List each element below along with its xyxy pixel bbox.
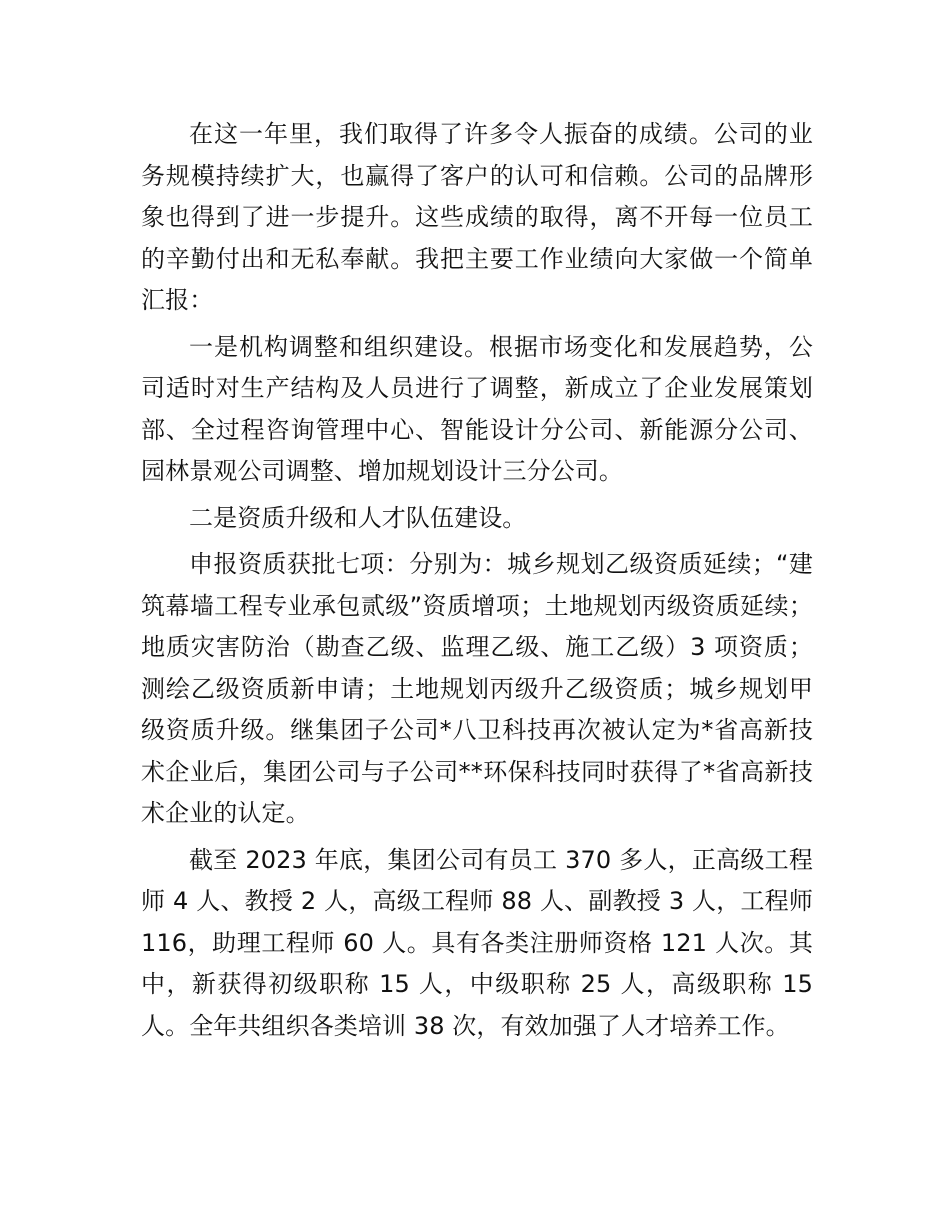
paragraph-qualification-approvals: 申报资质获批七项：分别为：城乡规划乙级资质延续；“建筑幕墙工程专业承包贰级”资质增项；土地规划丙级资质延续；地质灾害防治（勘查乙级、监理乙级、施工乙级）3 项资质；测绘乙级资质新申请；土地规划丙级升乙级资质；城乡规划甲级资质升级。继集团子公司*八卫科技再次被认定为*省高新技术企业后，集团公司与子公司**环保科技同时获得了*省高新技术企业的认定。 [141, 550, 813, 827]
paragraph-organization-restructuring: 一是机构调整和组织建设。根据市场变化和发展趋势，公司适时对生产结构及人员进行了调整，新成立了企业发展策划部、全过程咨询管理中心、智能设计分公司、新能源分公司、园林景观公司调整、增加规划设计三分公司。 [141, 332, 813, 485]
paragraph-qualification-heading: 二是资质升级和人才队伍建设。 [189, 503, 527, 532]
paragraph-staff-statistics: 截至 2023 年底，集团公司有员工 370 多人，正高级工程师 4 人、教授 2 人，高级工程师 88 人、副教授 3 人，工程师 116，助理工程师 60 人。具有各类注册师资格 121 人次。其中，新获得初级职称 15 人，中级职称 25 人，高级职称 15 人。全年共组织各类培训 38 次，有效加强了人才培养工作。 [141, 845, 813, 1040]
paragraph-work-summary: 在这一年里，我们取得了许多令人振奋的成绩。公司的业务规模持续扩大，也赢得了客户的认可和信赖。公司的品牌形象也得到了进一步提升。这些成绩的取得，离不开每一位员工的辛勤付出和无私奉献。我把主要工作业绩向大家做一个简单汇报： [141, 120, 813, 314]
document-body [141, 114, 813, 1052]
